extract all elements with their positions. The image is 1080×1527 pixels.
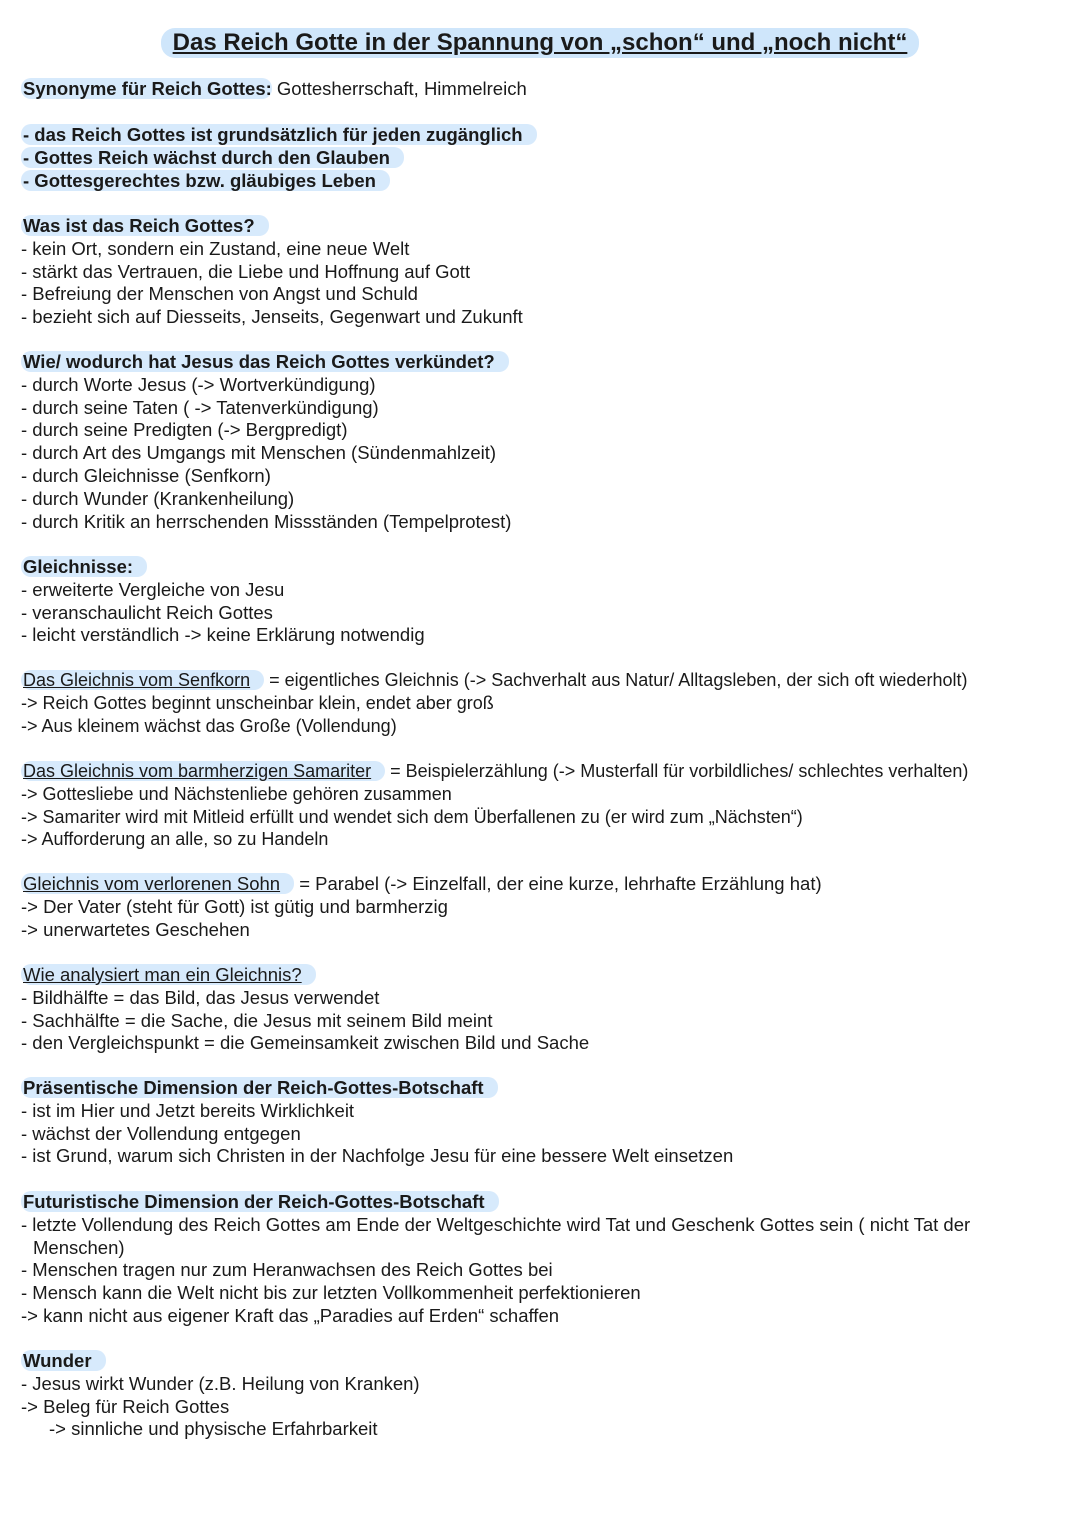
- list-item: - ist Grund, warum sich Christen in der Nachfolge Jesu für eine bessere Welt einsetzen: [21, 1145, 734, 1167]
- synonyms-line: [21, 78, 1061, 101]
- list-item: -> Der Vater (steht für Gott) ist gütig und barmherzig: [21, 895, 448, 917]
- list-item: - Sachhälfte = die Sache, die Jesus mit seinem Bild meint: [21, 1009, 493, 1031]
- parable-name: Das Gleichnis vom Senfkorn: [21, 670, 264, 690]
- section-heading: Wunder: [21, 1350, 106, 1371]
- section-analyze: [21, 964, 1061, 1055]
- list-item: - stärkt das Vertrauen, die Liebe und Hoffnung auf Gott: [21, 260, 471, 282]
- list-item: - den Vergleichspunkt = die Gemeinsamkeit zwischen Bild und Sache: [21, 1032, 590, 1054]
- title-container: [0, 28, 1080, 58]
- list-item: - Jesus wirkt Wunder (z.B. Heilung von Kranken): [21, 1372, 420, 1394]
- section-heading: Wie analysiert man ein Gleichnis?: [21, 964, 316, 985]
- section-samaritan: [21, 760, 1061, 851]
- page-title: Das Reich Gotte in der Spannung von „schon“ und „noch nicht“: [161, 28, 920, 58]
- parable-name: Gleichnis vom verlorenen Sohn: [21, 873, 294, 894]
- list-item: - ist im Hier und Jetzt bereits Wirklichkeit: [21, 1099, 355, 1121]
- list-item: - veranschaulicht Reich Gottes: [21, 601, 273, 623]
- list-item: - Menschen tragen nur zum Heranwachsen des Reich Gottes bei: [21, 1259, 553, 1281]
- section-heading: Gleichnisse:: [21, 556, 147, 577]
- list-item: - Mensch kann die Welt nicht bis zur letzten Vollkommenheit perfektionieren: [21, 1282, 641, 1304]
- list-item: -> Samariter wird mit Mitleid erfüllt und wendet sich dem Überfallenen zu (er wird zum „Nächsten“): [21, 806, 803, 827]
- list-item: - bezieht sich auf Diesseits, Jenseits, Gegenwart und Zukunft: [21, 306, 523, 328]
- section-heading: Futuristische Dimension der Reich-Gottes-Botschaft: [21, 1191, 499, 1212]
- fact-item: - Gottes Reich wächst durch den Glauben: [21, 147, 404, 168]
- parable-name: Das Gleichnis vom barmherzigen Samariter: [21, 761, 385, 781]
- fact-item: - das Reich Gottes ist grundsätzlich für jeden zugänglich: [21, 124, 537, 145]
- list-item: - wächst der Vollendung entgegen: [21, 1122, 301, 1144]
- fact-item: - Gottesgerechtes bzw. gläubiges Leben: [21, 170, 390, 191]
- list-item: -> Reich Gottes beginnt unscheinbar klein, endet aber groß: [21, 692, 494, 713]
- section-heading: Präsentische Dimension der Reich-Gottes-Botschaft: [21, 1077, 498, 1098]
- list-item: - Befreiung der Menschen von Angst und Schuld: [21, 283, 418, 305]
- section-miracles: [21, 1350, 1061, 1441]
- section-parables: [21, 556, 1061, 647]
- list-item: - durch Wunder (Krankenheilung): [21, 487, 295, 509]
- section-how: [21, 351, 1061, 533]
- list-item: -> Beleg für Reich Gottes: [21, 1395, 230, 1417]
- list-item: - durch Art des Umgangs mit Menschen (Sündenmahlzeit): [21, 442, 497, 464]
- list-item: -> unerwartetes Geschehen: [21, 918, 250, 940]
- section-what: [21, 215, 1061, 329]
- list-item: -> Gottesliebe und Nächstenliebe gehören zusammen: [21, 783, 452, 804]
- list-item: -> sinnliche und physische Erfahrbarkeit: [49, 1418, 378, 1440]
- facts-list: [21, 124, 1061, 192]
- section-prodigal-son: [21, 873, 1061, 941]
- list-item: - letzte Vollendung des Reich Gottes am Ende der Weltgeschichte wird Tat und Geschenk Gottes sein ( nicht Tat der Menschen): [21, 1213, 971, 1258]
- list-item: -> kann nicht aus eigener Kraft das „Paradies auf Erden“ schaffen: [21, 1304, 560, 1326]
- list-item: - erweiterte Vergleiche von Jesu: [21, 578, 285, 600]
- section-present: [21, 1077, 1061, 1168]
- list-item: -> Aus kleinem wächst das Große (Vollendung): [21, 715, 397, 736]
- parable-definition: = Parabel (-> Einzelfall, der eine kurze, lehrhafte Erzählung hat): [294, 873, 822, 894]
- list-item: - durch seine Predigten (-> Bergpredigt): [21, 419, 348, 441]
- section-heading: Wie/ wodurch hat Jesus das Reich Gottes verkündet?: [21, 351, 509, 372]
- parable-definition: = Beispielerzählung (-> Musterfall für vorbildliches/ schlechtes verhalten): [385, 761, 969, 781]
- synonyms-label: Synonyme für Reich Gottes:: [23, 78, 272, 99]
- synonyms-text: Gottesherrschaft, Himmelreich: [271, 78, 527, 99]
- section-future: [21, 1191, 1061, 1328]
- list-item: - durch Kritik an herrschenden Missständen (Tempelprotest): [21, 510, 512, 532]
- list-item: - Bildhälfte = das Bild, das Jesus verwendet: [21, 986, 380, 1008]
- parable-definition: = eigentliches Gleichnis (-> Sachverhalt aus Natur/ Alltagsleben, der sich oft wiederholt): [264, 670, 968, 690]
- list-item: - leicht verständlich -> keine Erklärung notwendig: [21, 624, 425, 646]
- section-heading: Was ist das Reich Gottes?: [21, 215, 269, 236]
- section-mustard: [21, 669, 1061, 737]
- list-item: - durch Worte Jesus (-> Wortverkündigung): [21, 373, 376, 395]
- list-item: - durch Gleichnisse (Senfkorn): [21, 464, 271, 486]
- list-item: - kein Ort, sondern ein Zustand, eine neue Welt: [21, 237, 410, 259]
- list-item: -> Aufforderung an alle, so zu Handeln: [21, 829, 329, 850]
- list-item: - durch seine Taten ( -> Tatenverkündigung): [21, 396, 379, 418]
